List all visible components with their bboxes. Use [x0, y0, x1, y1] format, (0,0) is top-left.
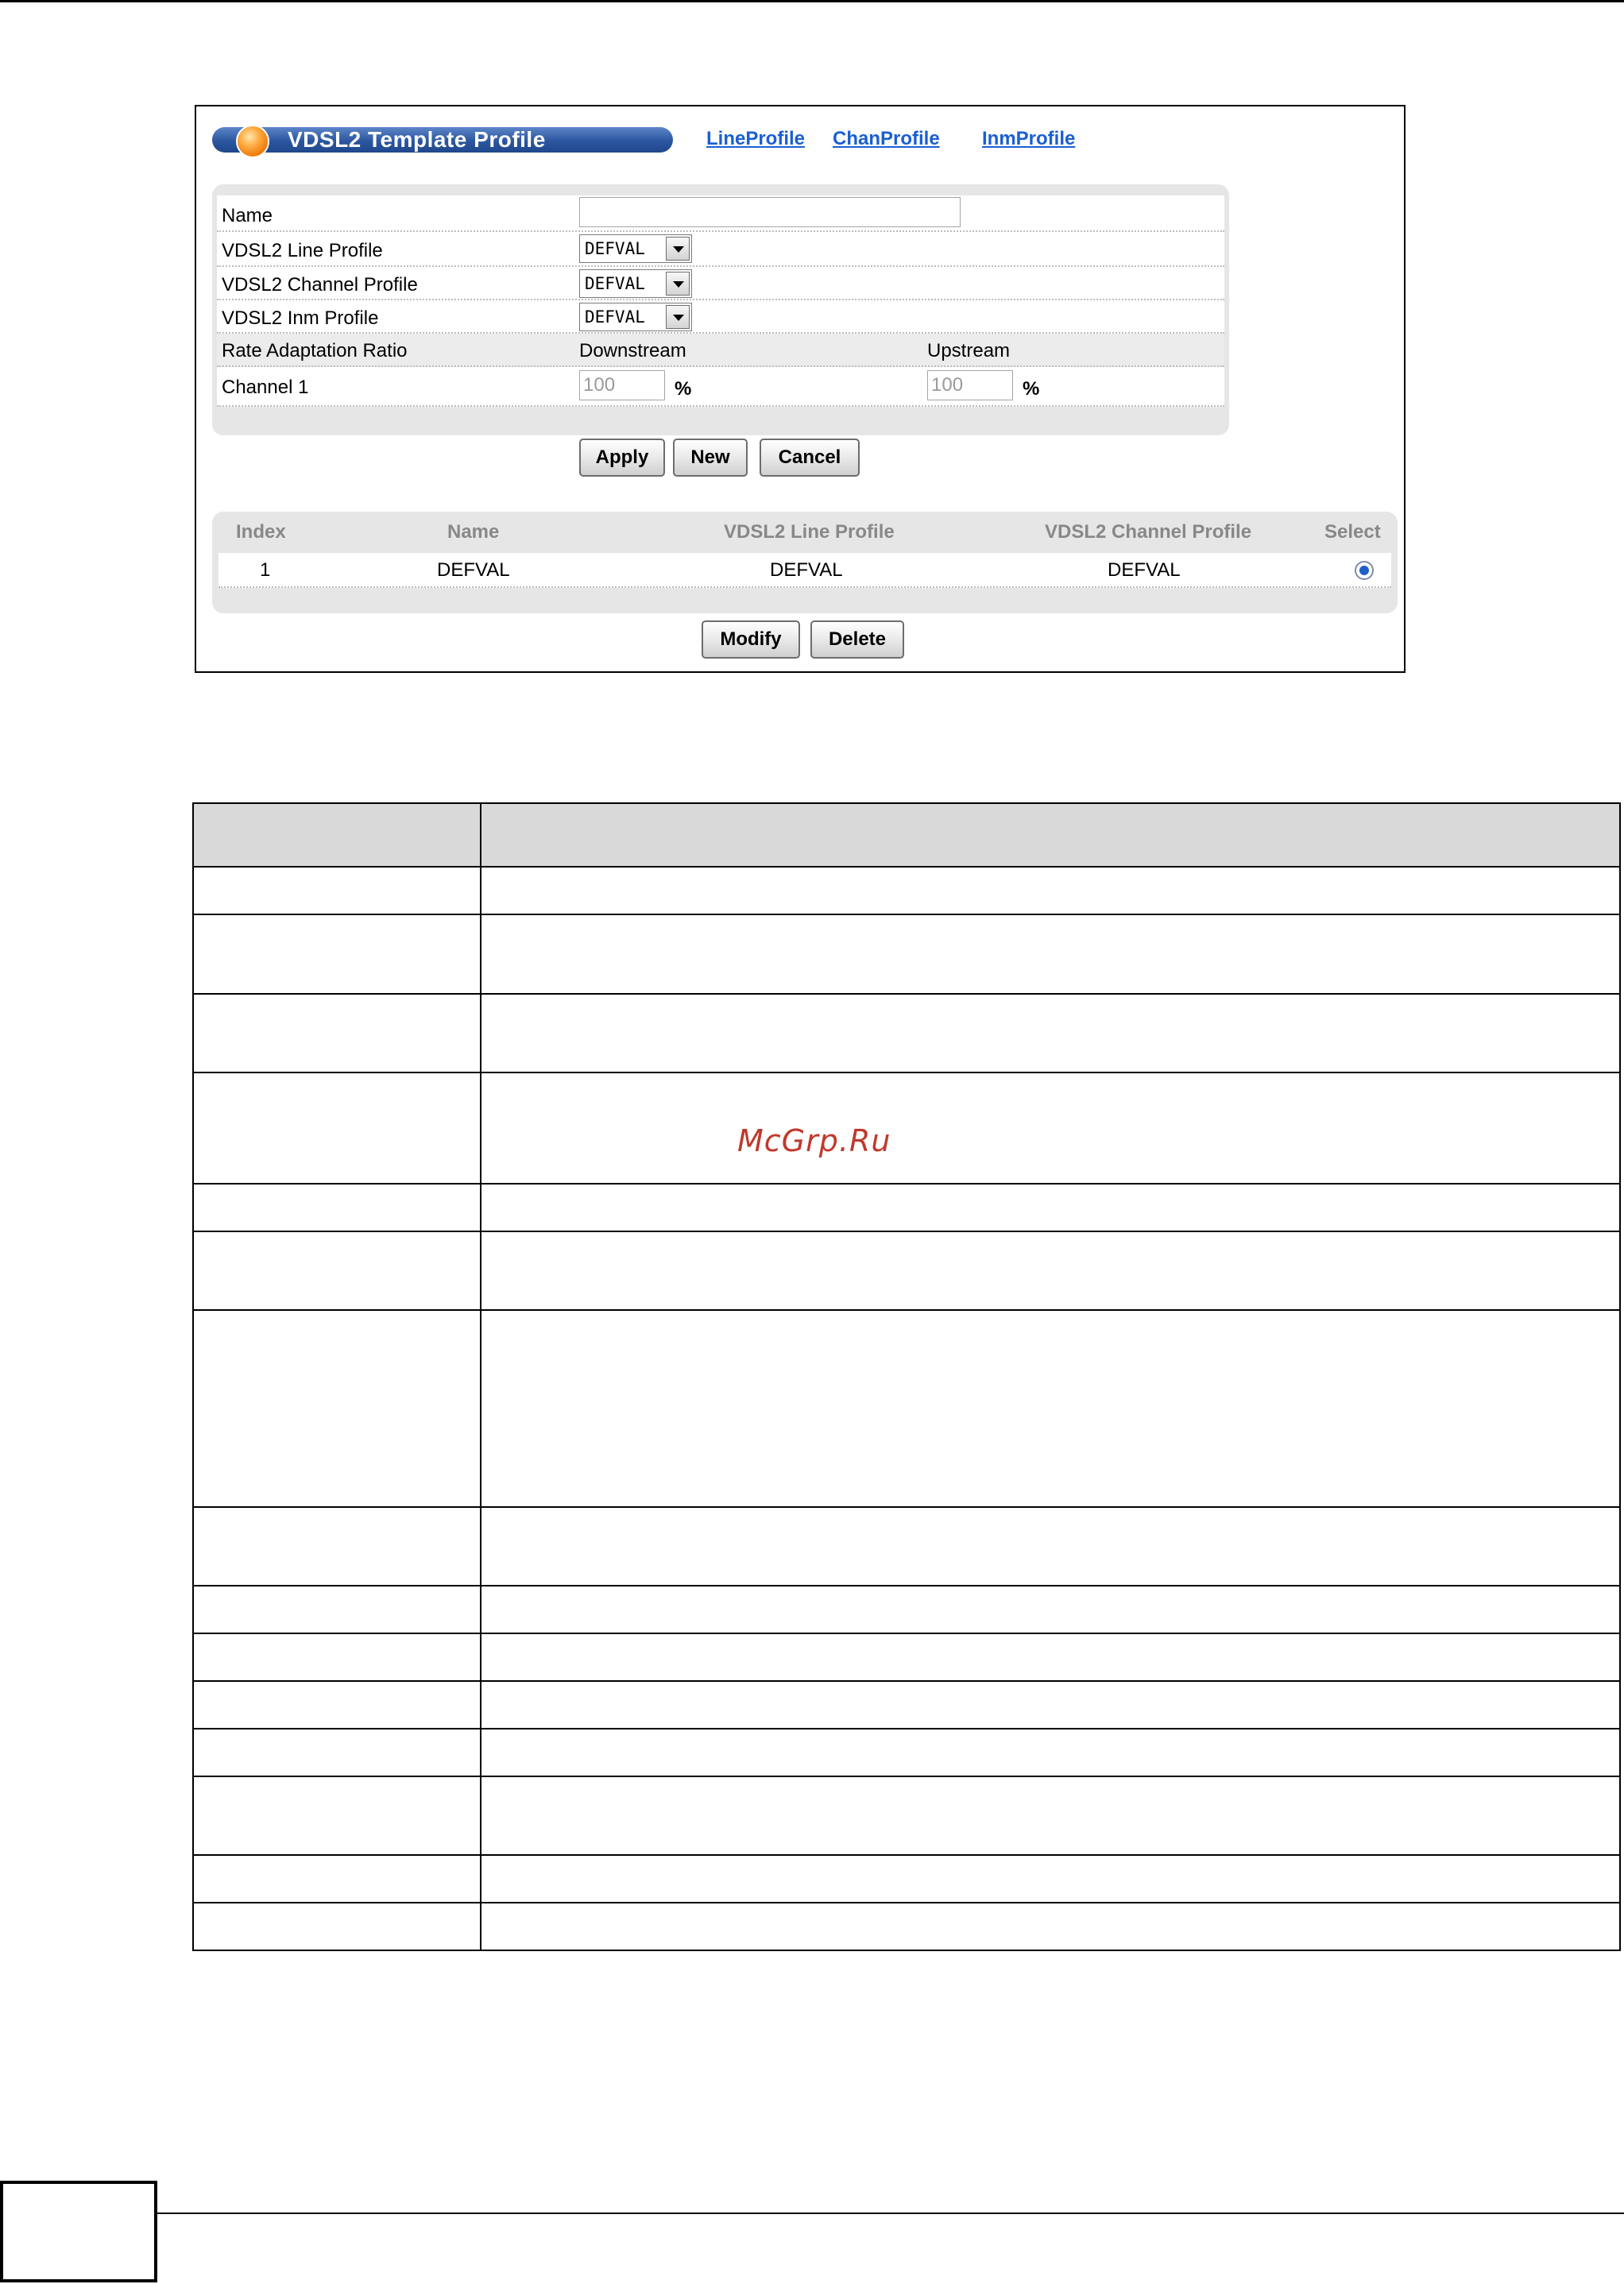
table-cell: [481, 1729, 1620, 1776]
rate-adaptation-row: [217, 334, 1224, 367]
line-profile-value: DEFVAL: [585, 239, 645, 258]
row-line-profile: DEFVAL: [770, 559, 843, 581]
profile-form: [212, 184, 1229, 435]
table-cell: [481, 1681, 1620, 1729]
table-cell: [481, 1310, 1620, 1507]
table-cell: [193, 1776, 481, 1855]
table-cell: [481, 1776, 1620, 1855]
table-row: [193, 994, 1620, 1072]
row-name: DEFVAL: [437, 559, 510, 581]
row-index: 1: [260, 559, 271, 581]
downstream-percent: %: [675, 378, 692, 400]
upstream-label: Upstream: [927, 340, 1011, 361]
footer-rule: [157, 2213, 1624, 2214]
inm-profile-value: DEFVAL: [585, 307, 645, 327]
channel-profile-label: VDSL2 Channel Profile: [222, 274, 418, 296]
description-table: [192, 802, 1621, 1951]
modify-button[interactable]: Modify: [702, 620, 800, 659]
table-row: [193, 1633, 1620, 1681]
top-rule: [0, 0, 1624, 2]
upstream-input[interactable]: [927, 370, 1013, 400]
name-label: Name: [222, 205, 273, 226]
table-cell: [481, 1507, 1620, 1586]
table-cell: [481, 1633, 1620, 1681]
table-row: [193, 1729, 1620, 1776]
inm-profile-select[interactable]: [579, 303, 692, 331]
table-cell: [193, 994, 481, 1072]
inm-profile-label: VDSL2 Inm Profile: [222, 307, 379, 329]
table-cell: [193, 1729, 481, 1776]
downstream-input[interactable]: [579, 370, 665, 400]
page-title: VDSL2 Template Profile: [288, 127, 546, 152]
table-row: [193, 867, 1620, 914]
table-cell: [481, 1586, 1620, 1633]
table-row: [193, 914, 1620, 994]
inmprofile-link[interactable]: InmProfile: [982, 128, 1076, 149]
line-profile-select[interactable]: [579, 234, 692, 263]
row-channel-profile: DEFVAL: [1108, 559, 1181, 581]
table-cell: [193, 1903, 481, 1950]
table-cell: [193, 914, 481, 994]
chanprofile-link[interactable]: ChanProfile: [833, 128, 940, 149]
col-header-select: Select: [1324, 521, 1381, 543]
table-cell: [193, 1507, 481, 1586]
rate-adaptation-label: Rate Adaptation Ratio: [222, 340, 408, 361]
channel-1-label: Channel 1: [222, 377, 309, 398]
row-select-radio[interactable]: [1355, 561, 1374, 580]
title-orb-icon: [236, 125, 269, 158]
table-cell: [481, 1903, 1620, 1950]
table-row: [193, 1681, 1620, 1729]
table-row: [193, 1231, 1620, 1310]
table-cell: [193, 1310, 481, 1507]
table-cell: [193, 1184, 481, 1231]
inm-profile-row: [217, 300, 1224, 334]
table-row: [193, 1776, 1620, 1855]
line-profile-row: [217, 232, 1224, 267]
table-cell: [193, 1633, 481, 1681]
downstream-label: Downstream: [579, 340, 686, 361]
table-cell: [193, 1072, 481, 1184]
screenshot-frame: [195, 105, 1406, 673]
col-header-index: Index: [236, 521, 286, 543]
table-cell: [481, 1231, 1620, 1310]
table-cell: [481, 994, 1620, 1072]
table-cell: [193, 1855, 481, 1903]
table-cell: [481, 1855, 1620, 1903]
line-profile-label: VDSL2 Line Profile: [222, 240, 383, 261]
table-row: [193, 1855, 1620, 1903]
profile-list: [212, 512, 1398, 613]
apply-button[interactable]: Apply: [579, 439, 665, 477]
table-row: [193, 1310, 1620, 1507]
table-row: [193, 1072, 1620, 1184]
table-cell: [193, 867, 481, 914]
upstream-percent: %: [1023, 378, 1040, 400]
title-bar: [212, 127, 673, 153]
chevron-down-icon[interactable]: [666, 272, 690, 296]
header-cell: [193, 803, 481, 867]
lineprofile-link[interactable]: LineProfile: [706, 128, 806, 149]
table-cell: [481, 1072, 1620, 1184]
channel-1-row: [217, 367, 1224, 407]
new-button[interactable]: New: [673, 439, 748, 477]
channel-profile-row: [217, 267, 1224, 300]
chevron-down-icon[interactable]: [666, 305, 690, 329]
table-row: [193, 1903, 1620, 1950]
table-cell: [193, 1231, 481, 1310]
col-header-name: Name: [447, 521, 500, 543]
delete-button[interactable]: Delete: [810, 620, 904, 659]
table-cell: [193, 1586, 481, 1633]
table-row: [193, 1586, 1620, 1633]
name-row: [217, 195, 1224, 232]
channel-profile-value: DEFVAL: [585, 274, 645, 293]
page-number-box: [0, 2181, 157, 2282]
table-row: [193, 1184, 1620, 1231]
channel-profile-select[interactable]: [579, 269, 692, 298]
col-header-line-profile: VDSL2 Line Profile: [724, 521, 895, 543]
table-row: [193, 1507, 1620, 1586]
name-input[interactable]: [579, 197, 961, 227]
col-header-channel-profile: VDSL2 Channel Profile: [1045, 521, 1252, 543]
table-header-row: [193, 803, 1620, 867]
cancel-button[interactable]: Cancel: [760, 439, 860, 477]
table-row: [218, 553, 1391, 588]
table-cell: [481, 914, 1620, 994]
header-cell: [481, 803, 1620, 867]
table-cell: [193, 1681, 481, 1729]
watermark-text: McGrp.Ru: [737, 1123, 891, 1158]
table-cell: [481, 867, 1620, 914]
chevron-down-icon[interactable]: [666, 237, 690, 261]
table-cell: [481, 1184, 1620, 1231]
